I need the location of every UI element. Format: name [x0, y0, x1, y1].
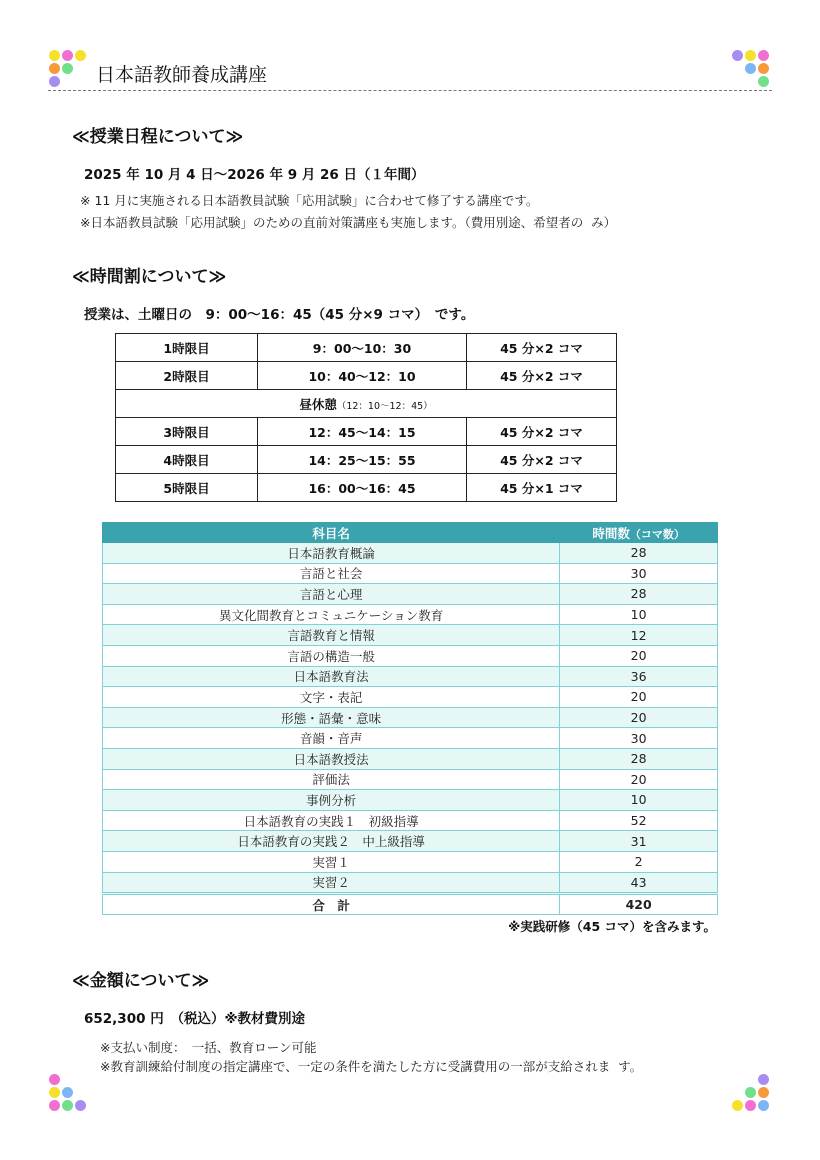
page-title: 日本語教師養成講座: [96, 64, 268, 86]
subject-name: 日本語教育概論: [103, 543, 560, 564]
practicum-note: ※実践研修（45 コマ）を含みます。: [508, 919, 716, 934]
fees-heading: ≪金額について≫: [72, 971, 210, 991]
subject-row: [103, 728, 718, 749]
timetable-table: [115, 333, 617, 502]
subject-row: [103, 543, 718, 564]
total-hours: 420: [560, 894, 718, 915]
header-divider: [48, 90, 772, 91]
subject-row: [103, 584, 718, 605]
subject-hours: 28: [560, 543, 718, 564]
subject-row: [103, 769, 718, 790]
subject-hours: 30: [560, 563, 718, 584]
length-cell: 45 分×2 コマ: [467, 362, 617, 390]
subject-row: [103, 831, 718, 852]
period-cell: 1時限目: [116, 334, 258, 362]
subject-name: 日本語教育法: [103, 666, 560, 687]
subject-row: [103, 563, 718, 584]
hours-header-label: 時間数: [592, 525, 630, 541]
schedule-dates: 2025 年 10 月 4 日～2026 年 9 月 26 日（１年間）: [84, 167, 425, 183]
time-cell: 16：00～16：45: [258, 474, 467, 502]
dot: [745, 63, 756, 74]
fees-note-2: ※教育訓練給付制度の指定講座で、一定の条件を満たした方に受講費用の一部が支給されま す。: [100, 1059, 643, 1074]
dot: [49, 1074, 60, 1085]
timetable-row: [116, 446, 617, 474]
length-cell: 45 分×2 コマ: [467, 334, 617, 362]
subject-row: [103, 645, 718, 666]
period-cell: 3時限目: [116, 418, 258, 446]
time-cell: 9：00～10：30: [258, 334, 467, 362]
dot: [758, 50, 769, 61]
subjects-total-row: [103, 894, 718, 915]
dot: [732, 1100, 743, 1111]
subject-name: 言語と心理: [103, 584, 560, 605]
subject-name: 文字・表記: [103, 687, 560, 708]
timetable-row: [116, 474, 617, 502]
subject-row: [103, 851, 718, 872]
subject-name-header: 科目名: [103, 523, 560, 543]
time-cell: 14：25～15：55: [258, 446, 467, 474]
subject-hours: 20: [560, 769, 718, 790]
dot: [49, 63, 60, 74]
subject-name: 異文化間教育とコミュニケーション教育: [103, 604, 560, 625]
subject-name: 事例分析: [103, 790, 560, 811]
subject-hours: 31: [560, 831, 718, 852]
timetable-heading: ≪時間割について≫: [72, 267, 227, 287]
subject-name: 実習２: [103, 872, 560, 894]
subject-hours: 10: [560, 604, 718, 625]
dot: [758, 76, 769, 87]
subject-name: 日本語教育の実践１ 初級指導: [103, 810, 560, 831]
dot: [758, 1087, 769, 1098]
dot: [758, 1074, 769, 1085]
subject-hours: 52: [560, 810, 718, 831]
subject-row: [103, 748, 718, 769]
subject-hours: 10: [560, 790, 718, 811]
subject-name: 日本語教授法: [103, 748, 560, 769]
dot: [758, 63, 769, 74]
subject-name: 日本語教育の実践２ 中上級指導: [103, 831, 560, 852]
dot: [745, 50, 756, 61]
fees-note-1: ※支払い制度： 一括、教育ローン可能: [100, 1040, 317, 1055]
dot: [49, 1087, 60, 1098]
dot: [49, 76, 60, 87]
length-cell: 45 分×2 コマ: [467, 446, 617, 474]
subject-row: [103, 687, 718, 708]
subject-row: [103, 872, 718, 894]
dot: [75, 1100, 86, 1111]
subject-hours: 28: [560, 748, 718, 769]
dot: [49, 1100, 60, 1111]
dot: [745, 1100, 756, 1111]
timetable-row: [116, 418, 617, 446]
lunch-time: （12：10～12：45）: [336, 400, 433, 412]
length-cell: 45 分×2 コマ: [467, 418, 617, 446]
dot: [732, 50, 743, 61]
dot: [62, 1087, 73, 1098]
period-cell: 2時限目: [116, 362, 258, 390]
subject-row: [103, 790, 718, 811]
time-cell: 10：40～12：10: [258, 362, 467, 390]
lunch-label: 昼休憩: [299, 396, 337, 412]
subject-hours-header: [560, 523, 718, 543]
subject-row: [103, 810, 718, 831]
subject-hours: 28: [560, 584, 718, 605]
subject-name: 実習１: [103, 851, 560, 872]
subject-hours: 20: [560, 707, 718, 728]
subject-name: 評価法: [103, 769, 560, 790]
subject-hours: 2: [560, 851, 718, 872]
subject-name: 形態・語彙・意味: [103, 707, 560, 728]
time-cell: 12：45～14：15: [258, 418, 467, 446]
schedule-heading: ≪授業日程について≫: [72, 127, 244, 147]
subject-name: 言語教育と情報: [103, 625, 560, 646]
dot: [62, 50, 73, 61]
dot: [75, 50, 86, 61]
subject-hours: 12: [560, 625, 718, 646]
hours-header-sub: （コマ数）: [629, 527, 685, 541]
dot: [49, 50, 60, 61]
timetable-row: [116, 362, 617, 390]
dot: [62, 1100, 73, 1111]
subject-hours: 30: [560, 728, 718, 749]
subject-hours: 20: [560, 687, 718, 708]
total-label: 合 計: [103, 894, 560, 915]
dot: [745, 1087, 756, 1098]
fees-price: 652,300 円 （税込）※教材費別途: [84, 1011, 306, 1027]
subject-name: 言語と社会: [103, 563, 560, 584]
subject-hours: 20: [560, 645, 718, 666]
subject-hours: 43: [560, 872, 718, 894]
schedule-note-2: ※日本語教員試験「応用試験」のための直前対策講座も実施します。（費用別途、希望者の み）: [80, 215, 617, 230]
subject-hours: 36: [560, 666, 718, 687]
lunch-row: [116, 390, 617, 418]
subject-row: [103, 666, 718, 687]
length-cell: 45 分×1 コマ: [467, 474, 617, 502]
timetable-row: [116, 334, 617, 362]
subject-row: [103, 707, 718, 728]
lunch-cell: [116, 390, 617, 418]
schedule-note-1: ※ 11 月に実施される日本語教員試験「応用試験」に合わせて修了する講座です。: [80, 193, 539, 208]
dot: [758, 1100, 769, 1111]
subject-row: [103, 604, 718, 625]
period-cell: 5時限目: [116, 474, 258, 502]
subject-name: 言語の構造一般: [103, 645, 560, 666]
dot: [62, 63, 73, 74]
subjects-header-row: [103, 523, 718, 543]
timetable-summary: 授業は、土曜日の 9：00～16：45（45 分×9 コマ） です。: [84, 307, 475, 323]
period-cell: 4時限目: [116, 446, 258, 474]
subject-row: [103, 625, 718, 646]
subject-name: 音韻・音声: [103, 728, 560, 749]
subjects-table: [102, 522, 718, 915]
